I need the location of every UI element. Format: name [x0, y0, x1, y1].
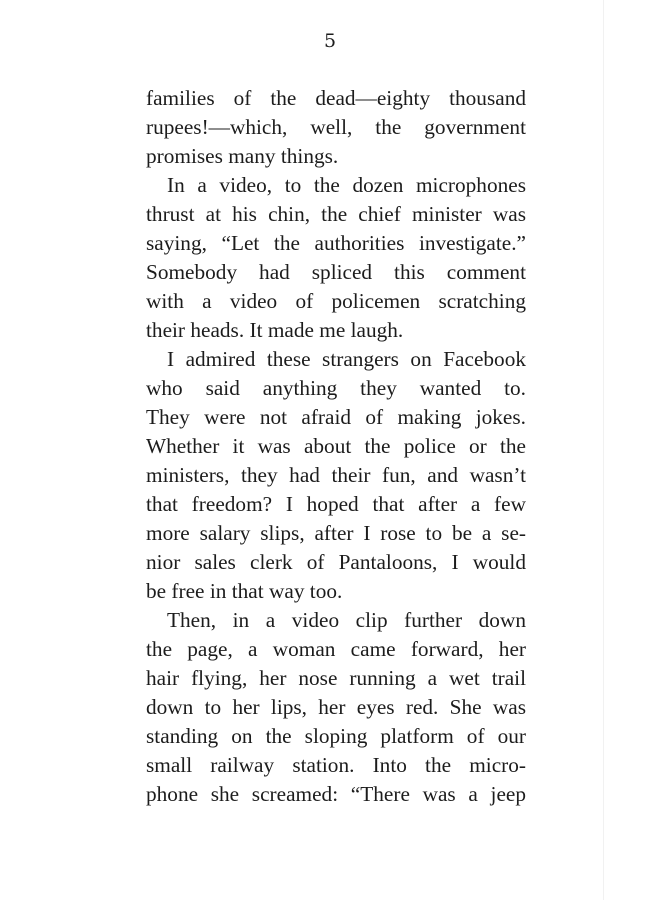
text-line: saying, “Let the authorities investigate.” [146, 231, 526, 255]
text-line: In a video, to the dozen microphones [167, 173, 526, 197]
text-line: with a video of policemen scratching [146, 289, 526, 313]
text-line: standing on the sloping platform of our [146, 724, 526, 748]
text-line: families of the dead—eighty thousand [146, 86, 526, 110]
text-line: Then, in a video clip further down [167, 608, 526, 632]
text-line: that freedom? I hoped that after a few [146, 492, 526, 516]
text-line: small railway station. Into the micro- [146, 753, 526, 777]
text-line: promises many things. [146, 144, 339, 168]
page-number: 5 [323, 30, 337, 52]
text-line: rupees!—which, well, the government [146, 115, 526, 139]
text-line: thrust at his chin, the chief minister was [146, 202, 526, 226]
text-line: more salary slips, after I rose to be a se- [146, 521, 526, 545]
body-text [146, 84, 526, 809]
page-edge-shadow [603, 0, 604, 900]
text-line: phone she screamed: “There was a jeep [146, 782, 526, 806]
text-line: They were not afraid of making jokes. [146, 405, 526, 429]
text-line: ministers, they had their fun, and wasn’t [146, 463, 526, 487]
text-line: hair flying, her nose running a wet trail [146, 666, 526, 690]
text-line: who said anything they wanted to. [146, 376, 526, 400]
text-line: nior sales clerk of Pantaloons, I would [146, 550, 526, 574]
text-line: their heads. It made me laugh. [146, 318, 404, 342]
text-line: down to her lips, her eyes red. She was [146, 695, 526, 719]
text-line: the page, a woman came forward, her [146, 637, 526, 661]
text-line: Whether it was about the police or the [146, 434, 526, 458]
text-line: I admired these strangers on Facebook [167, 347, 526, 371]
text-line: be free in that way too. [146, 579, 343, 603]
text-line: Somebody had spliced this comment [146, 260, 526, 284]
